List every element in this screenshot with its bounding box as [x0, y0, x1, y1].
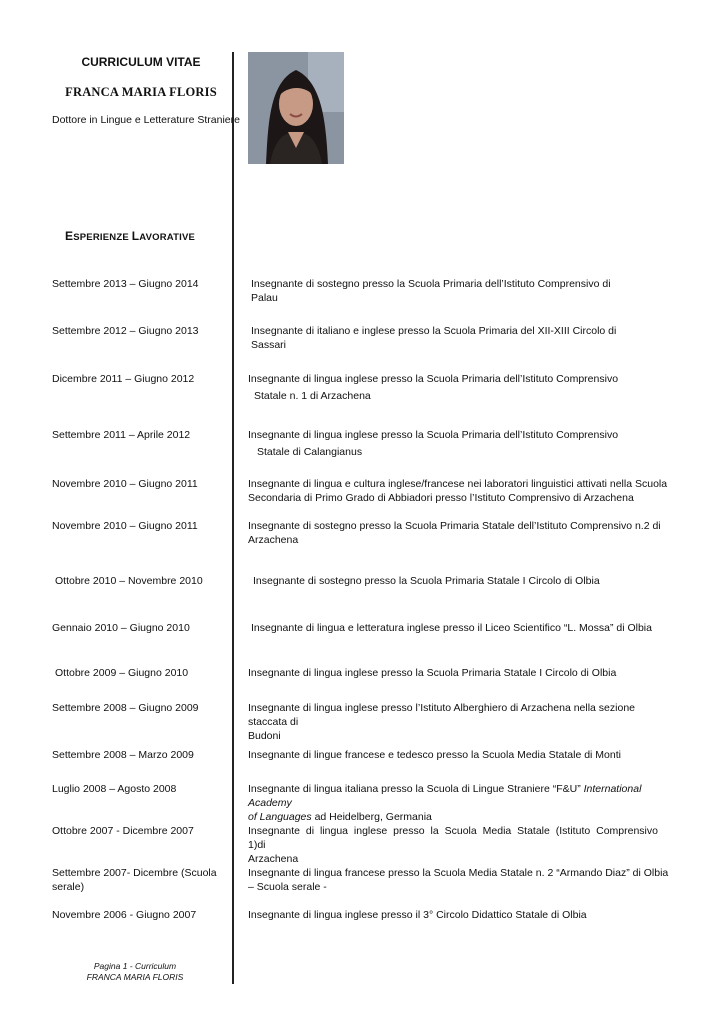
- experience-description: [248, 519, 676, 547]
- experience-dates: Settembre 2011 – Aprile 2012: [52, 429, 191, 441]
- experience-dates: Ottobre 2007 - Dicembre 2007: [52, 825, 194, 837]
- cv-title: CURRICULUM VITAE: [81, 55, 201, 69]
- experience-dates: Novembre 2010 – Giugno 2011: [52, 520, 198, 532]
- description-line: Insegnante di sostegno presso la Scuola Primaria Statale dell’Istituto Comprensivo n.2 di: [248, 520, 661, 532]
- section-title-experiences: [65, 229, 195, 243]
- experience-description: [248, 428, 676, 459]
- experience-description: [248, 372, 676, 403]
- experience-dates: [52, 866, 224, 894]
- section-title-part: SPERIENZE: [73, 232, 132, 243]
- section-title-initial: E: [65, 229, 74, 243]
- description-line: Insegnante di sostegno presso la Scuola Primaria dell’Istituto Comprensivo di: [251, 278, 611, 290]
- experience-dates: Ottobre 2010 – Novembre 2010: [55, 575, 203, 587]
- description-line: Arzachena: [248, 853, 299, 865]
- experience-dates: Ottobre 2009 – Giugno 2010: [55, 667, 189, 679]
- experience-dates: Settembre 2008 – Marzo 2009: [52, 749, 194, 761]
- description-line: Insegnante di sostegno presso la Scuola Primaria Statale I Circolo di Olbia: [253, 575, 600, 587]
- description-line: Insegnante di italiano e inglese presso la Scuola Primaria del XII-XIII Circolo di: [251, 325, 617, 337]
- footer-name: FRANCA MARIA FLORIS: [86, 972, 184, 982]
- description-text: ad Heidelberg, Germania: [311, 811, 432, 823]
- description-line: Insegnante di lingue francese e tedesco presso la Scuola Media Statale di Monti: [248, 749, 621, 761]
- candidate-degree: Dottore in Lingue e Letterature Straniere: [52, 114, 240, 126]
- description-line: Insegnante di lingua francese presso la Scuola Media Statale n. 2 “Armando Diaz” di Olbia: [248, 867, 669, 879]
- experience-description: [248, 748, 676, 762]
- experience-dates: Novembre 2010 – Giugno 2011: [52, 478, 198, 490]
- experience-description: [248, 908, 676, 922]
- experience-dates: Dicembre 2011 – Giugno 2012: [52, 373, 195, 385]
- dates-line: serale): [52, 881, 85, 893]
- experience-dates: Luglio 2008 – Agosto 2008: [52, 783, 177, 795]
- experience-description: [248, 701, 676, 743]
- experience-dates: Settembre 2013 – Giugno 2014: [52, 278, 199, 290]
- experience-dates: Novembre 2006 - Giugno 2007: [52, 909, 197, 921]
- section-title-part: AVORATIVE: [139, 232, 196, 243]
- experience-dates: Gennaio 2010 – Giugno 2010: [52, 622, 190, 634]
- page-footer: [52, 961, 218, 983]
- experience-description: [248, 477, 676, 505]
- description-line: Statale di Calangianus: [257, 446, 363, 458]
- footer-page-label: Pagina 1 - Curriculum: [93, 961, 177, 971]
- candidate-name: FRANCA MARIA FLORIS: [65, 85, 217, 99]
- experience-dates: Settembre 2008 – Giugno 2009: [52, 702, 199, 714]
- portrait-photo-icon: [248, 52, 344, 164]
- experience-description: [248, 666, 676, 680]
- description-line: Sassari: [251, 339, 287, 351]
- vertical-divider: [232, 52, 234, 984]
- description-line: Palau: [251, 292, 278, 304]
- description-text-italic: of Languages: [248, 811, 312, 823]
- description-text-italic: International Academy: [248, 783, 642, 809]
- experience-description: [253, 574, 681, 588]
- description-line: Insegnante di lingua inglese presso la Scuola Primaria dell’Istituto Comprensivo: [248, 429, 619, 441]
- description-line: Insegnante di lingua e letteratura inglese presso il Liceo Scientifico “L. Mossa” di Olbia: [251, 622, 652, 634]
- experience-description: [251, 324, 679, 352]
- experience-description: [251, 621, 679, 635]
- description-line: Insegnante di lingua inglese presso il 3° Circolo Didattico Statale di Olbia: [248, 909, 587, 921]
- experience-description: [248, 782, 676, 824]
- description-line: Statale n. 1 di Arzachena: [254, 390, 371, 402]
- description-line: Secondaria di Primo Grado di Abbiadori presso l’Istituto Comprensivo di Arzachena: [248, 492, 634, 504]
- portrait-photo: [248, 52, 344, 164]
- description-line: Insegnante di lingua e cultura inglese/francese nei laboratori linguistici attivati nella Scuola: [248, 478, 668, 490]
- description-line: Budoni: [248, 730, 281, 742]
- experience-description: [248, 824, 676, 866]
- experience-description: [251, 277, 679, 305]
- description-line: Insegnante di lingua inglese presso la Scuola Primaria Statale I Circolo di Olbia: [248, 667, 617, 679]
- experience-dates: Settembre 2012 – Giugno 2013: [52, 325, 199, 337]
- dates-line: Settembre 2007- Dicembre (Scuola: [52, 867, 217, 879]
- description-line: Insegnante di lingua inglese presso la Scuola Primaria dell’Istituto Comprensivo: [248, 373, 619, 385]
- description-text: Insegnante di lingua italiana presso la Scuola di Lingue Straniere “F&U”: [248, 783, 581, 795]
- section-title-initial: L: [131, 229, 140, 243]
- description-line: [248, 782, 676, 810]
- description-line: – Scuola serale -: [248, 881, 327, 893]
- description-line: Insegnante di lingua inglese presso la Scuola Media Statale (Istituto Comprensivo 1)di: [248, 825, 658, 851]
- description-line: Arzachena: [248, 534, 299, 546]
- description-line: Insegnante di lingua inglese presso l’Istituto Alberghiero di Arzachena nella sezione staccata di: [248, 702, 636, 728]
- description-line: [248, 810, 676, 824]
- experience-description: [248, 866, 676, 894]
